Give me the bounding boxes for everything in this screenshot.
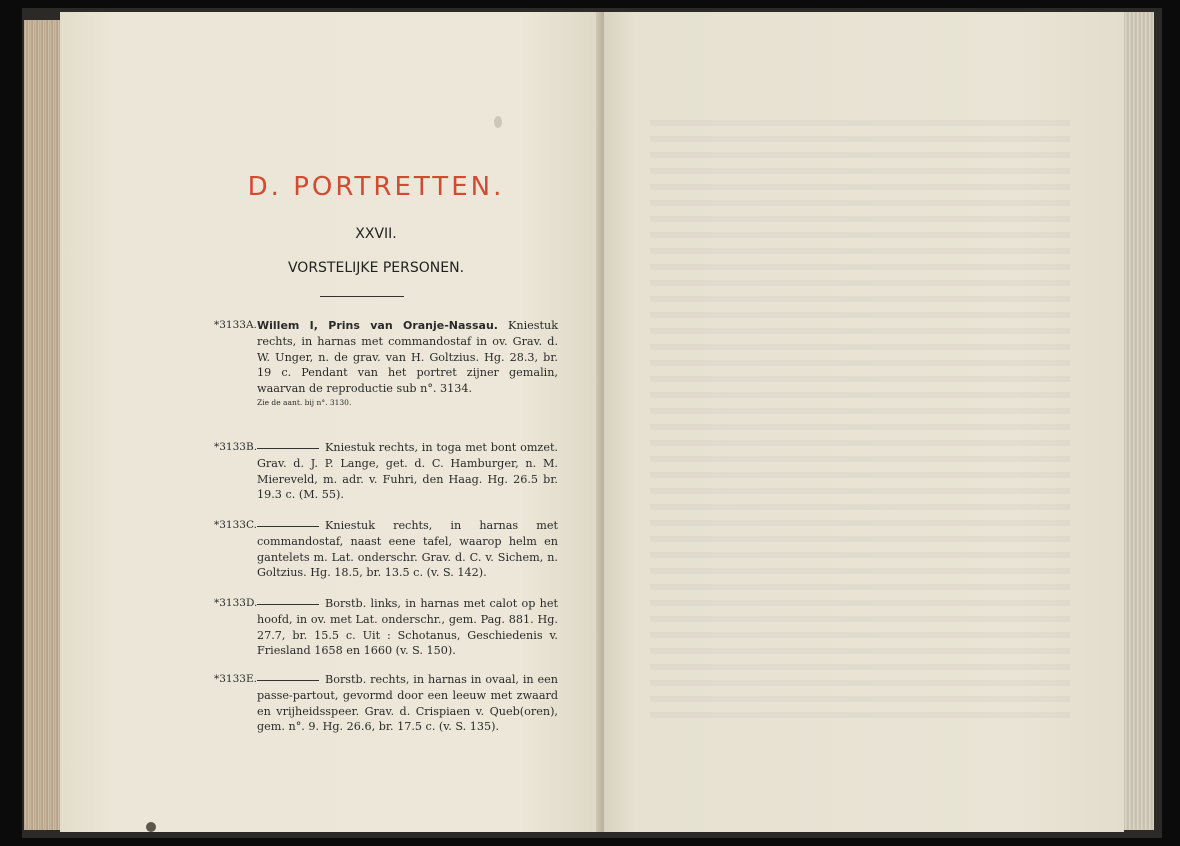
entry-number: *3133C. [214, 519, 257, 531]
divider-rule [320, 296, 404, 297]
entry-text: Kniestuk rechts, in harnas met commandostaf in ov. Grav. d. W. Unger, n. de grav. van H. Goltzius. Hg. 28.3, br. 19 c. Pendant van het portret zijner gemalin, waarvan de reproductie sub n°. 3134. [257, 319, 558, 396]
page-smudge [146, 822, 156, 832]
catalog-entry [214, 672, 558, 735]
entry-text: Borstb. rechts, in harnas in ovaal, in een passe-partout, gevormd door een leeuw met zwaard en vrijheidsspeer. Grav. d. Crispiaen v. Queb(oren), gem. n°. 9. Hg. 26.6, br. 17.5 c. (v. S. 135). [257, 673, 558, 734]
catalog-entry [214, 440, 558, 503]
entry-lead: Willem I, Prins van Oranje-Nassau. [257, 319, 498, 332]
catalog-entry [214, 318, 558, 409]
page-smudge [494, 116, 502, 128]
entry-number: *3133D. [214, 597, 258, 609]
ditto-dash [257, 680, 319, 681]
entry-number: *3133E. [214, 673, 257, 685]
ditto-dash [257, 448, 319, 449]
catalog-entry [214, 518, 558, 581]
section-number: XXVII. [355, 226, 397, 242]
ditto-dash [257, 604, 319, 605]
page-title: D. PORTRETTEN. [247, 172, 505, 202]
entry-text: Borstb. links, in harnas met calot op het hoofd, in ov. met Lat. onderschr., gem. Pag. 881. Hg. 27.7, br. 15.5 c. Uit : Schotanus, Geschiedenis v. Friesland 1658 en 1660 (v. S. 150). [257, 597, 558, 658]
entry-note: Zie de aant. bij n°. 3130. [257, 397, 352, 407]
catalog-entry [214, 596, 558, 659]
entry-text: Kniestuk rechts, in harnas met commandostaf, naast eene tafel, waarop helm en gantelets m. Lat. onderschr. Grav. d. C. v. Sichem, n. Goltzius. Hg. 18.5, br. 13.5 c. (v. S. 142). [257, 519, 558, 580]
ditto-dash [257, 526, 319, 527]
show-through-texture [650, 120, 1070, 720]
entry-number: *3133A. [214, 319, 257, 331]
entry-text: Kniestuk rechts, in toga met bont omzet. Grav. d. J. P. Lange, get. d. C. Hamburger, n. M. Miereveld, m. adr. v. Fuhri, den Haag. Hg. 26.5 br. 19.3 c. (M. 55). [257, 441, 558, 502]
entry-number: *3133B. [214, 441, 258, 453]
section-title: VORSTELIJKE PERSONEN. [287, 260, 465, 276]
